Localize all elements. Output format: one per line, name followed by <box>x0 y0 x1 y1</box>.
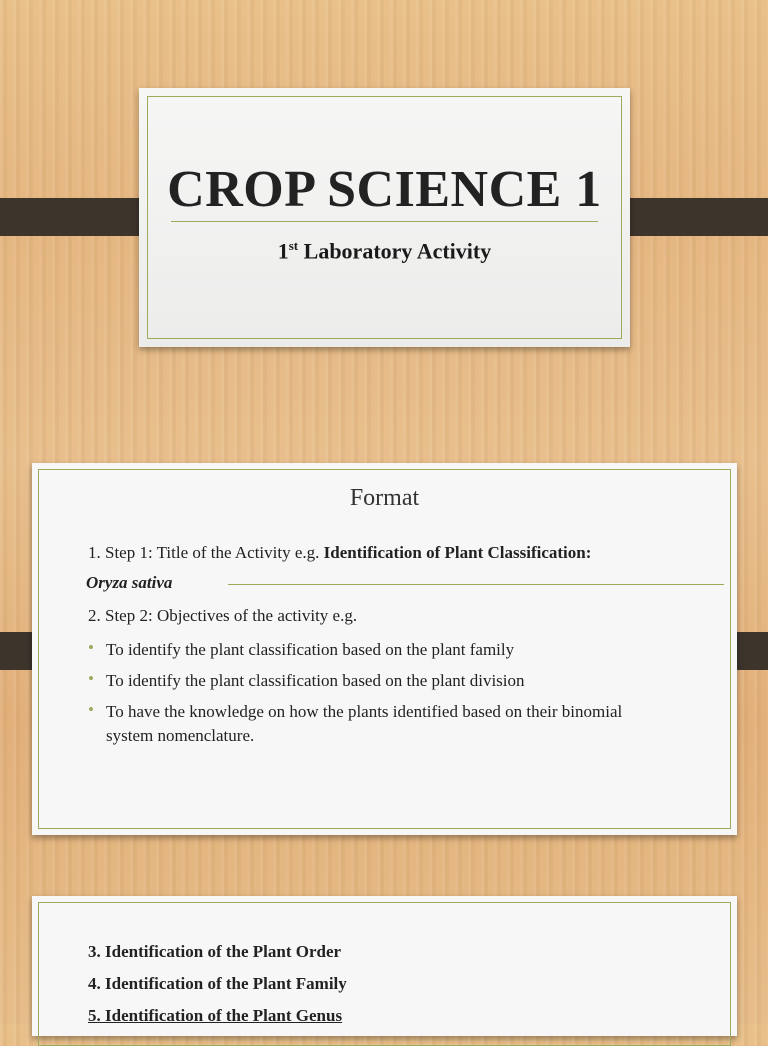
step1-prefix: 1. Step 1: Title of the Activity e.g. <box>88 543 324 562</box>
slide-subtitle <box>139 238 630 264</box>
bullet-icon: • <box>88 638 94 657</box>
step1-example: Oryza sativa <box>86 573 173 592</box>
bullet-text: To identify the plant classification based on the plant division <box>106 671 525 690</box>
title-slide <box>139 88 630 347</box>
list-item: 4. Identification of the Plant Family <box>88 974 347 993</box>
bullet-icon: • <box>88 669 94 688</box>
step2-line: 2. Step 2: Objectives of the activity e.g. <box>88 606 358 625</box>
slide-title: CROP SCIENCE 1 <box>167 161 602 218</box>
list-item: 3. Identification of the Plant Order <box>88 942 342 961</box>
slide1-right-tab <box>612 198 768 236</box>
step1-line <box>88 543 591 563</box>
format-slide <box>32 463 737 835</box>
bullet-text: To identify the plant classification based on the plant family <box>106 640 515 659</box>
content-divider <box>228 584 724 585</box>
subtitle-ordinal: st <box>288 238 299 253</box>
slide-heading: Format <box>349 485 420 511</box>
bullet-icon: • <box>88 700 94 719</box>
subtitle-text: Laboratory Activity <box>298 238 492 264</box>
title-divider <box>171 221 598 222</box>
step1-bold: Identification of Plant Classification: <box>323 543 592 562</box>
list-item: 5. Identification of the Plant Genus <box>88 1006 343 1025</box>
slide1-left-tab <box>0 198 156 236</box>
bullet-text: To have the knowledge on how the plants identified based on their binomial system nomenclature. <box>106 702 623 745</box>
identification-slide <box>32 896 737 1036</box>
subtitle-number: 1 <box>277 238 289 264</box>
